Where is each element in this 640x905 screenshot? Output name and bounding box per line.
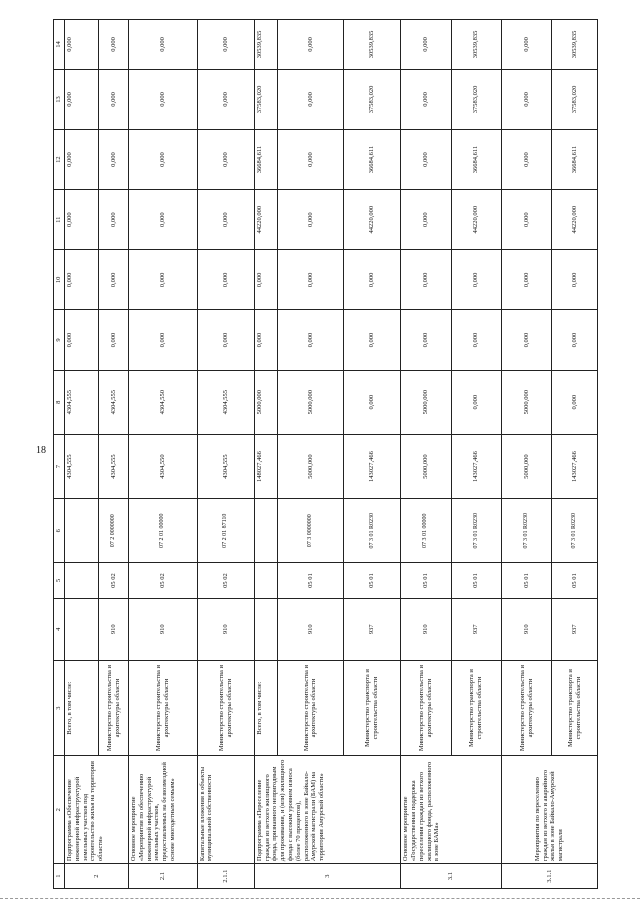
- target-code: 07 3 01 R0230: [501, 499, 551, 563]
- amount-col10: 0,000: [197, 250, 254, 310]
- section-code: [65, 563, 99, 598]
- table-row: [65, 20, 99, 889]
- amount-col14: 0,000: [65, 20, 99, 70]
- amount-col13: 0,000: [501, 69, 551, 129]
- amount-col14: 30539,835: [451, 20, 501, 70]
- col-number: 3: [54, 660, 65, 755]
- executor: Министерство строительства и архитектуры области: [277, 660, 343, 755]
- amount-col14: 30539,835: [254, 20, 277, 70]
- amount-total: 5000,000: [401, 434, 451, 498]
- amount-col9: 0,000: [501, 310, 551, 370]
- amount-col10: 0,000: [254, 250, 277, 310]
- amount-col10: 0,000: [501, 250, 551, 310]
- amount-total: 4304,555: [197, 434, 254, 498]
- amount-col13: 37583,020: [451, 69, 501, 129]
- amount-col9: 0,000: [65, 310, 99, 370]
- amount-total: 5000,000: [277, 434, 343, 498]
- amount-col10: 0,000: [99, 250, 129, 310]
- executor: Министерство транспорта и строительства области: [552, 660, 598, 755]
- program-name: Капитальные вложения в объекты муниципальной собственности: [197, 756, 254, 864]
- section-code: 05 01: [401, 563, 451, 598]
- amount-col13: 0,000: [129, 69, 198, 129]
- col-number: 14: [54, 20, 65, 70]
- table-row: [401, 20, 451, 889]
- amount-col8: 4304,555: [197, 370, 254, 434]
- amount-col12: 0,000: [501, 130, 551, 190]
- col-number: 1: [54, 864, 65, 889]
- amount-col12: 0,000: [65, 130, 99, 190]
- amount-col13: 37583,020: [344, 69, 401, 129]
- row-number: 3: [254, 864, 400, 889]
- amount-col9: 0,000: [277, 310, 343, 370]
- grbs-code: 937: [451, 598, 501, 660]
- amount-col8: 4304,555: [65, 370, 99, 434]
- target-code: 07 3 01 R0230: [451, 499, 501, 563]
- col-number: 2: [54, 756, 65, 864]
- target-code: 07 2 01 00000: [129, 499, 198, 563]
- amount-col9: 0,000: [552, 310, 598, 370]
- amount-col9: 0,000: [197, 310, 254, 370]
- executor: Всего, в том числе:: [254, 660, 277, 755]
- section-code: 05 01: [277, 563, 343, 598]
- grbs-code: 910: [401, 598, 451, 660]
- amount-col14: 0,000: [197, 20, 254, 70]
- amount-col8: 5000,000: [401, 370, 451, 434]
- grbs-code: 937: [552, 598, 598, 660]
- amount-col8: 0,000: [451, 370, 501, 434]
- amount-col8: 4304,555: [99, 370, 129, 434]
- amount-col12: 0,000: [401, 130, 451, 190]
- target-code: 07 3 01 00000: [401, 499, 451, 563]
- col-number: 4: [54, 598, 65, 660]
- amount-col12: 36684,611: [552, 130, 598, 190]
- amount-col12: 0,000: [197, 130, 254, 190]
- amount-col8: 0,000: [552, 370, 598, 434]
- executor: Всего, в том числе:: [65, 660, 99, 755]
- amount-col8: 5000,000: [277, 370, 343, 434]
- amount-col11: 0,000: [501, 190, 551, 250]
- program-name: Основное мероприятие «Государственная поддержка переселения граждан из ветхого жилищного фонда, расположенного в зоне БАМа»: [401, 756, 502, 864]
- amount-col10: 0,000: [451, 250, 501, 310]
- grbs-code: 910: [197, 598, 254, 660]
- executor: Министерство строительства и архитектуры области: [501, 660, 551, 755]
- amount-col12: 36684,611: [254, 130, 277, 190]
- amount-col11: 44220,000: [254, 190, 277, 250]
- section-code: 05 01: [344, 563, 401, 598]
- amount-col11: 0,000: [65, 190, 99, 250]
- amount-col13: 0,000: [277, 69, 343, 129]
- section-code: 05 02: [99, 563, 129, 598]
- scan-edge-line: [0, 898, 640, 899]
- col-number: 6: [54, 499, 65, 563]
- executor: Министерство строительства и архитектуры области: [401, 660, 451, 755]
- section-code: 05 01: [501, 563, 551, 598]
- amount-total: 143027,466: [451, 434, 501, 498]
- amount-col13: 37583,020: [552, 69, 598, 129]
- grbs-code: [65, 598, 99, 660]
- amount-total: 4304,555: [65, 434, 99, 498]
- amount-col10: 0,000: [344, 250, 401, 310]
- target-code: [65, 499, 99, 563]
- target-code: 07 2 0000000: [99, 499, 129, 563]
- target-code: 07 3 01 R0230: [344, 499, 401, 563]
- amount-col12: 36684,611: [344, 130, 401, 190]
- table-row: [197, 20, 254, 889]
- amount-col13: 0,000: [197, 69, 254, 129]
- table-row: [254, 20, 277, 889]
- amount-col14: 0,000: [501, 20, 551, 70]
- amount-col10: 0,000: [277, 250, 343, 310]
- table-row: [501, 20, 551, 889]
- executor: Министерство транспорта и строительства области: [451, 660, 501, 755]
- amount-col13: 37583,020: [254, 69, 277, 129]
- amount-col13: 0,000: [65, 69, 99, 129]
- program-name: Основное мероприятие «Мероприятия по обеспечению инженерной инфраструктурой земельных участков, предоставляемых на безвозмездной основе многодетным семьям»: [129, 756, 198, 864]
- amount-col13: 0,000: [99, 69, 129, 129]
- amount-col12: 0,000: [99, 130, 129, 190]
- col-number: 10: [54, 250, 65, 310]
- amount-col10: 0,000: [401, 250, 451, 310]
- section-code: 05 02: [197, 563, 254, 598]
- amount-total: 5000,000: [501, 434, 551, 498]
- col-number: 7: [54, 434, 65, 498]
- row-number: 3.1.1: [501, 864, 597, 889]
- row-number: 3.1: [401, 864, 502, 889]
- amount-col8: 0,000: [344, 370, 401, 434]
- financing-table: [53, 19, 598, 889]
- grbs-code: [254, 598, 277, 660]
- amount-total: 4304,550: [129, 434, 198, 498]
- amount-col13: 0,000: [401, 69, 451, 129]
- grbs-code: 910: [129, 598, 198, 660]
- row-number: 2.1.1: [197, 864, 254, 889]
- amount-col11: 0,000: [401, 190, 451, 250]
- target-code: 07 3 01 R0230: [552, 499, 598, 563]
- amount-col11: 0,000: [197, 190, 254, 250]
- column-number-row: [54, 20, 65, 889]
- executor: Министерство строительства и архитектуры области: [197, 660, 254, 755]
- amount-total: 4304,555: [99, 434, 129, 498]
- program-name: Подпрограмма «Переселение граждан из ветхого жилищного фонда, признанного непригодным для проживания, и (или) жилищного фонда с высоким уровнем износа (более 70 процентов), расположенного в зоне Байкало-Амурской магистрали (БАМ) на территории Амурской области»: [254, 756, 400, 864]
- amount-col12: 0,000: [277, 130, 343, 190]
- amount-col9: 0,000: [254, 310, 277, 370]
- table-row: [129, 20, 198, 889]
- amount-col14: 30539,835: [344, 20, 401, 70]
- amount-col11: 0,000: [99, 190, 129, 250]
- amount-col8: 5000,000: [254, 370, 277, 434]
- col-number: 9: [54, 310, 65, 370]
- amount-total: 143027,466: [552, 434, 598, 498]
- amount-col8: 5000,000: [501, 370, 551, 434]
- amount-col9: 0,000: [344, 310, 401, 370]
- target-code: [254, 499, 277, 563]
- rotated-table-container: [53, 19, 598, 889]
- amount-total: 148027,466: [254, 434, 277, 498]
- executor: Министерство строительства и архитектуры области: [99, 660, 129, 755]
- amount-col14: 30539,835: [552, 20, 598, 70]
- amount-col12: 0,000: [129, 130, 198, 190]
- amount-col9: 0,000: [129, 310, 198, 370]
- section-code: 05 02: [129, 563, 198, 598]
- executor: Министерство строительства и архитектуры области: [129, 660, 198, 755]
- amount-col11: 0,000: [277, 190, 343, 250]
- amount-col11: 0,000: [129, 190, 198, 250]
- grbs-code: 910: [501, 598, 551, 660]
- amount-col14: 0,000: [99, 20, 129, 70]
- program-name: Подпрограмма «Обеспечение инженерной инфраструктурой земельных участков под строительство жилья на территории области»: [65, 756, 129, 864]
- amount-col9: 0,000: [451, 310, 501, 370]
- amount-col14: 0,000: [401, 20, 451, 70]
- amount-col10: 0,000: [552, 250, 598, 310]
- amount-col8: 4304,550: [129, 370, 198, 434]
- section-code: 05 01: [552, 563, 598, 598]
- row-number: 2: [65, 864, 129, 889]
- amount-total: 143027,466: [344, 434, 401, 498]
- section-code: [254, 563, 277, 598]
- amount-col14: 0,000: [277, 20, 343, 70]
- amount-col11: 44220,000: [451, 190, 501, 250]
- amount-col12: 36684,611: [451, 130, 501, 190]
- executor: Министерство транспорта и строительства области: [344, 660, 401, 755]
- grbs-code: 910: [277, 598, 343, 660]
- target-code: 07 2 01 87110: [197, 499, 254, 563]
- section-code: 05 01: [451, 563, 501, 598]
- amount-col10: 0,000: [129, 250, 198, 310]
- amount-col10: 0,000: [65, 250, 99, 310]
- col-number: 13: [54, 69, 65, 129]
- amount-col11: 44220,000: [344, 190, 401, 250]
- amount-col11: 44220,000: [552, 190, 598, 250]
- col-number: 5: [54, 563, 65, 598]
- col-number: 12: [54, 130, 65, 190]
- program-name: Мероприятия по переселению граждан из ветхого и аварийного жилья в зоне Байкало-Амурской магистрали: [501, 756, 597, 864]
- grbs-code: 910: [99, 598, 129, 660]
- target-code: 07 3 0000000: [277, 499, 343, 563]
- page-number: 18: [36, 445, 46, 456]
- col-number: 8: [54, 370, 65, 434]
- amount-col9: 0,000: [401, 310, 451, 370]
- col-number: 11: [54, 190, 65, 250]
- amount-col9: 0,000: [99, 310, 129, 370]
- grbs-code: 937: [344, 598, 401, 660]
- amount-col14: 0,000: [129, 20, 198, 70]
- row-number: 2.1: [129, 864, 198, 889]
